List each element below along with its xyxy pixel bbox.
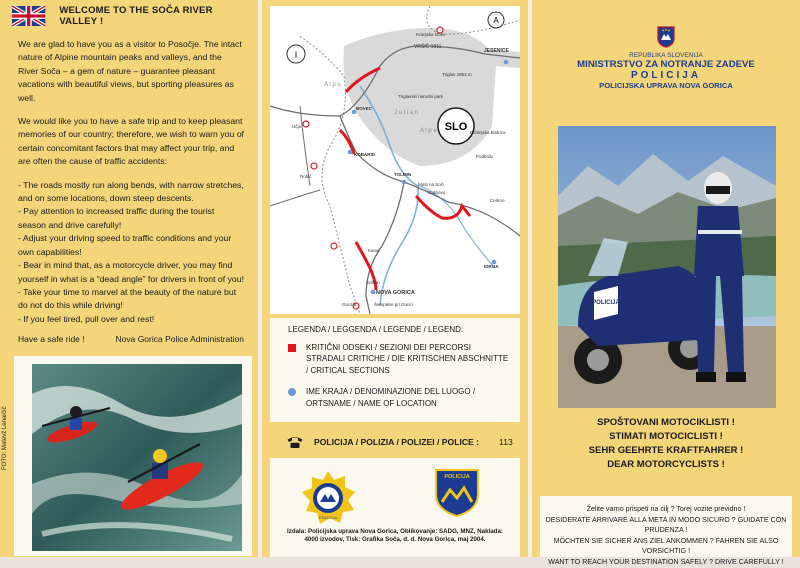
map-label: Gorizia <box>342 302 357 307</box>
republika-label: REPUBLIKA SLOVENIJA <box>629 52 703 59</box>
wish-line: Želite varno prispeti na cilj ? Torej vozite previdno ! <box>586 505 746 513</box>
police-shield-icon <box>434 468 480 518</box>
imprint-text: Izdala: Policijska uprava Nova Gorica, Oblikovanje: SADG, MNZ, Naklada: 4000 izvodov, Tisk: Grafika Soča, d. d. Nova Gorica, maj 2004. <box>287 528 503 543</box>
phone-icon <box>286 434 304 450</box>
warning-paragraph: We would like you to have a safe trip and to keep pleasant memories of our country; therefore, we wish to warn you of certain concomitant factors that may affect your trip, and are often the cause of traffic accidents: <box>18 116 244 167</box>
map-label: Triglav 2863 m <box>442 72 472 77</box>
map-legend <box>270 318 520 422</box>
map-label: BOVEC <box>356 106 373 111</box>
map-road-sign-a: A <box>493 16 499 25</box>
right-panel <box>532 0 800 566</box>
legend-row-location <box>288 386 512 409</box>
uprava-label: POLICIJSKA UPRAVA NOVA GORICA <box>599 81 733 90</box>
kayak-photo-area <box>14 356 252 556</box>
route-map <box>270 6 520 314</box>
ministry-header <box>540 10 792 120</box>
map-label: Šempeter pri Gorici <box>374 302 413 307</box>
middle-panel <box>262 0 528 557</box>
list-item: - Adjust your driving speed to traffic conditions and your own capabilities! <box>18 233 232 257</box>
ministry-label: MINISTRSTVO ZA NOTRANJE ZADEVE <box>577 59 755 70</box>
legend-title: LEGENDA / LEGGENDA / LEGENDE / LEGEND: <box>288 325 464 334</box>
map-slo-label: SLO <box>444 121 468 133</box>
list-item: - Pay attention to increased traffic during the tourist season and drive carefully! <box>18 206 215 230</box>
left-header <box>12 6 248 26</box>
map-label: A l p e <box>420 128 437 134</box>
left-panel <box>0 0 258 557</box>
safe-ride-text: Have a safe ride ! <box>18 334 85 344</box>
wish-line: MÖCHTEN SIE SICHER ANS ZIEL ANKOMMEN ? FAHREN SIE ALSO VORSICHTIG ! <box>553 536 779 556</box>
map-label: Robič <box>300 174 312 179</box>
map-label: Učja <box>292 124 302 129</box>
greeting-line: DEAR MOTORCYCLISTS ! <box>607 459 725 470</box>
list-item: - If you feel tired, pull over and rest! <box>18 313 155 324</box>
uk-flag-icon <box>12 6 45 26</box>
map-label: Most na Soči <box>418 182 445 187</box>
map-road-sign-i: I <box>294 50 298 60</box>
map-label: Grahovo <box>428 190 446 195</box>
police-star-badge-icon <box>300 470 356 526</box>
policija-label: POLICIJA <box>630 70 702 81</box>
police-phone-number: 113 <box>499 437 513 447</box>
greeting-line: SPOŠTOVANI MOTOCIKLISTI ! <box>597 417 735 428</box>
slovenia-crest-icon <box>657 26 675 48</box>
map-label: Cerkno <box>490 198 505 203</box>
list-item: - The roads mostly run along bends, with narrow stretches, and on some locations, down steep descents. <box>18 179 244 204</box>
wish-line: DESIDERATE ARRIVARE ALLA META IN MODO SICURO ? GUIDATE CON PRUDENZA ! <box>545 515 787 535</box>
map-label: Triglavski narodni park <box>398 94 444 99</box>
map-label: A l p s <box>324 82 341 88</box>
map-label: VRŠIČ 1611 <box>414 44 442 50</box>
intro-paragraph: We are glad to have you as a visitor to Posočje. The intact nature of Alpine mountain peaks and valleys, and the River Soča – a gem of nature – guarantee pleasant vacations with beautiful views, but sporting pleasures as well. <box>18 39 242 103</box>
safe-arrival-box <box>540 496 792 566</box>
greeting-line: SEHR GEEHRTE KRAFTFAHRER ! <box>588 445 744 456</box>
map-label: KOBARID <box>354 152 375 157</box>
legend-critical-label: KRITIČNI ODSEKI / SEZIONI DEI PERCORSI STRADALI CRITICHE / DIE KRITISCHEN ABSCHNITTE / CRITICAL SECTIONS <box>306 342 509 375</box>
map-label: TOLMIN <box>394 172 412 177</box>
shield-badge-text: POLICIJA <box>444 474 470 480</box>
legend-row-critical <box>288 342 512 377</box>
map-label: Kranjska Gora <box>416 32 445 37</box>
star-badge-text: POLICIJA <box>319 515 337 520</box>
map-label: Bohinjska Bistrica <box>470 130 506 135</box>
left-footer <box>18 334 244 344</box>
blue-dot-icon <box>288 388 296 396</box>
left-body-text <box>18 38 244 326</box>
legend-location-label: IME KRAJA / DENOMINAZIONE DEL LUOGO / ORTSNAME / NAME OF LOCATION <box>306 387 476 408</box>
map-graphic <box>270 6 520 314</box>
greeting-line: STIMATI MOTOCICLISTI ! <box>609 431 723 442</box>
safety-tips-list <box>18 179 244 326</box>
photo-credit: FOTO: Matevž Lenarčič <box>2 406 8 470</box>
list-item: - Take your time to marvel at the beauty of the nature but do not do this while driving! <box>18 286 237 311</box>
map-label: JESENICE <box>484 48 509 54</box>
wish-line: WANT TO REACH YOUR DESTINATION SAFELY ? DRIVE CAREFULLY ! <box>548 557 784 566</box>
police-phone-line <box>286 434 516 450</box>
badge-area <box>270 458 520 557</box>
map-label: NOVA GORICA <box>376 290 415 296</box>
welcome-title: WELCOME TO THE SOČA RIVER VALLEY ! <box>59 5 213 27</box>
kayak-photo <box>32 364 242 551</box>
map-label: Solkan <box>366 280 380 285</box>
red-square-icon <box>288 344 296 352</box>
map-label: J u l i a n <box>394 110 419 116</box>
map-label: IDRIJA <box>484 264 499 269</box>
police-motorcycle-photo <box>558 126 776 408</box>
police-phone-label: POLICIJA / POLIZIA / POLIZEI / POLICE : <box>314 437 480 447</box>
list-item: - Bear in mind that, as a motorcycle driver, you may find yourself in what is a “dead angle” for drivers in front of you! <box>18 260 244 284</box>
motorcyclists-greeting <box>540 416 792 472</box>
police-admin-text: Nova Gorica Police Administration <box>115 334 244 344</box>
moto-police-text: POLICIJA <box>592 300 620 306</box>
map-label: Podbrdo <box>476 154 494 159</box>
map-label: Kanal <box>368 248 380 253</box>
